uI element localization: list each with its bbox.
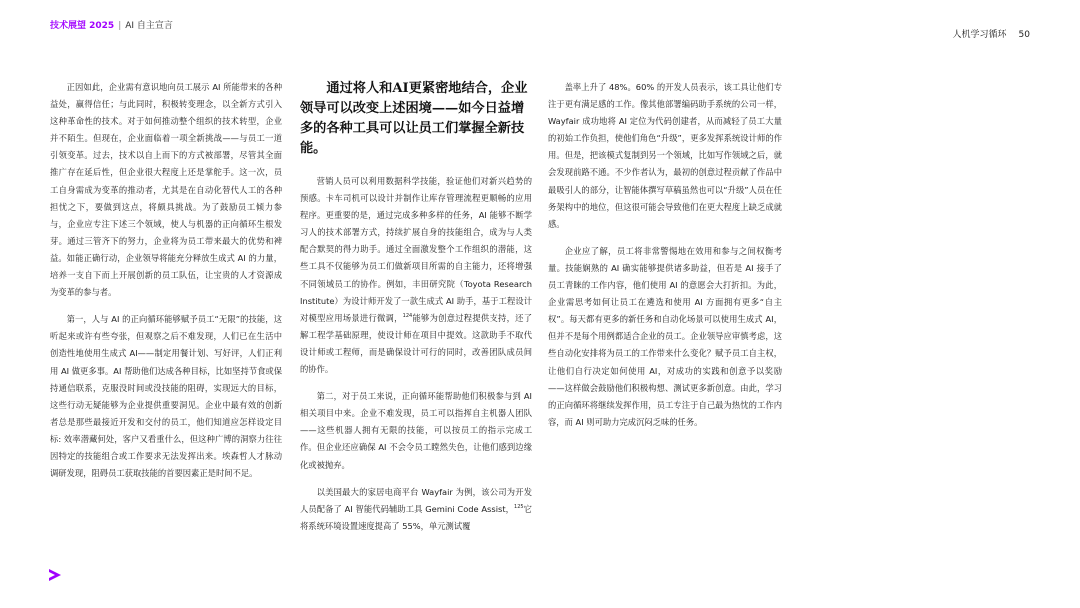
paragraph-text: 以美国最大的家居电商平台 Wayfair 为例，该公司为开发人员配备了 AI 智能代码辅助工具 Gemini Code Assist， [300, 486, 532, 514]
paragraph: 第二，对于员工来说，正向循环能帮助他们积极参与到 AI 相关项目中来。企业不难发现，员工可以指挥自主机器人团队——这些机器人拥有无限的技能，可以按员工的指示完成工作。但企业还应确保 AI 不会令员工瞠然失色，让他们感到边缘化或被抛弃。 [300, 391, 532, 470]
footnote-ref: 125 [514, 503, 524, 510]
header-brand: 技术展望 2025 [50, 21, 115, 31]
text-column-2 [300, 79, 532, 545]
text-column-3 [548, 79, 782, 441]
header-separator: | [118, 21, 122, 31]
header-breadcrumb [50, 20, 173, 32]
chevron-right-icon [46, 566, 64, 584]
paragraph-text: 它将系统环境设置速度提高了 55%，单元测试覆 [300, 503, 532, 531]
paragraph [300, 484, 532, 535]
paragraph-text: 能够为创意过程提供支持，还了解工程学基础原理，使设计师在项目中提效。这款助手不取代设计师或工程师，而是确保设计可行的同时，改善团队成员间的协作。 [300, 312, 532, 375]
pull-quote: 通过将人和AI更紧密地结合，企业领导可以改变上述困境——如今日益增多的各种工具可以让员工们掌握全新技能。 [300, 81, 528, 156]
paragraph: 盖率上升了 48%。60% 的开发人员表示，该工具让他们专注于更有满足感的工作。像其他部署编码助手系统的公司一样，Wayfair 成功地将 AI 定位为代码创建者，从而减轻了员工大量的初始工作负担，使他们角色“升级”，更多发挥系统设计师的作用。但是，把该模式复制到另一个领域，比如写作领域之后，就会发现前路不通。不少作者认为，最初的创意过程贡献了作品中最吸引人的部分，让智能体撰写草稿虽然也可以“升级”人员在任务架构中的地位，但这很可能会导致他们在更大程度上缺乏成就感。 [548, 82, 782, 229]
paragraph: 企业应了解，员工将非常警惕地在效用和参与之间权衡考量。技能娴熟的 AI 确实能够提供诸多助益，但若是 AI 接手了员工青睐的工作内容，他们使用 AI 的意愿会大打折扣。为此，企业需思考如何让员工在遴选和使用 AI 方面拥有更多“自主权”。每天都有更多的新任务和自动化场景可以使用生成式 AI，但并不是每个用例都适合企业的员工。企业领导应审慎考虑，这些自动化安排将为员工的工作带来什么变化？赋予员工自主权，让他们自行决定如何使用 AI，对成功的实践和创意予以奖励——这样做会鼓励他们积极构想、测试更多新创意。由此，学习的正向循环将继续发挥作用，员工专注于自己最为热忱的工作内容，而 AI 则可助力完成沉闷乏味的任务。 [548, 245, 782, 427]
paragraph-text: 营销人员可以利用数据科学技能，验证他们对新兴趋势的预感。卡车司机可以设计并制作让库存管理流程更顺畅的应用程序。更重要的是，通过完成多种多样的任务，AI 能够不断学习人的技术部署方式，持续扩展自身的技能组合，成为与人类配合默契的得力助手。通过全面激发整个工作组织的潜能，这些工具不仅能够为员工们做新项目所需的自主能力，还将增强不同领域员工的协作。例如，丰田研究院（Toyota Research Institute）为设计师开发了一款生成式 AI 助手，基于工程设计对模型应用场景进行微调， [300, 176, 532, 323]
paragraph: 正因如此，企业需有意识地向员工展示 AI 所能带来的各种益处，赢得信任；与此同时，积极转变理念，以全新方式引入这种革命性的技术。对于如何推动整个组织的技术转型，企业并不陌生。但现在，企业面临着一项全新挑战——与员工一道引领变革。过去，技术以自上而下的方式被部署，尽管其全面推广存在延后性，但企业很大程度上还是掌舵手。这一次，员工自身需成为变革的推动者，尤其是在自动化替代人工的各种担忧之下，要做到这点，将颇具挑战。为了鼓励员工倾力参与，企业应专注下述三个领域，使人与机器的正向循环生根发芽。通过三管齐下的努力，企业将为员工带来最大的优势和裨益。如能正确行动，企业领导将能充分释放生成式 AI 的力量，培养一支自下而上开展创新的员工队伍，让宝贵的人才资源成为变革的参与者。 [50, 82, 282, 298]
chapter-title: 人机学习循环 [952, 30, 1007, 40]
page-number: 50 [1018, 30, 1030, 40]
text-column-1 [50, 79, 282, 492]
header-chapter [953, 29, 1030, 41]
paragraph [300, 173, 532, 378]
header-section: AI 自主宣言 [125, 21, 173, 31]
paragraph: 第一，人与 AI 的正向循环能够赋予员工“无限”的技能，这听起来或许有些夸张，但观察之后不难发现，人们已在生活中创造性地使用生成式 AI——制定用餐计划、写好评，人们正利用 AI 做更多事。AI 帮助他们达成各种目标，比如坚持节食或保持通信联系，克服没时间或没技能的阻碍，实现远大的目标，这些行动无疑能够为企业提供重要洞见。企业中最有效的创新者总是那些最接近开发和交付的员工，他们知道应怎样设定目标: 效率潜藏何处，客户又看重什么，但这种广博的洞察力往往因特定的技能组合或工作要求无法发挥出来。埃森哲人才脉动调研发现，阻碍员工获取技能的首要因素正是时间不足。 [50, 314, 282, 479]
footnote-ref: 124 [402, 312, 413, 319]
